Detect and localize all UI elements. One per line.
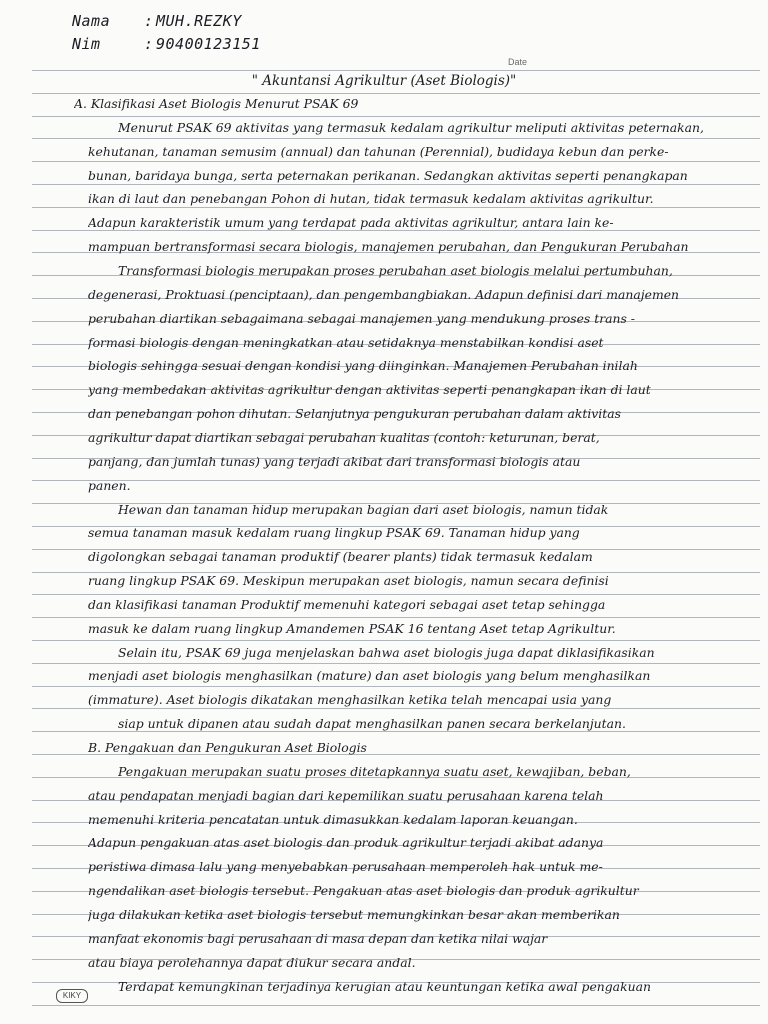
ruled-line — [32, 686, 760, 687]
text-line: degenerasi, Proktuasi (penciptaan), dan pengembangbiakan. Adapun definisi dari manajemen — [88, 286, 680, 302]
text-line: manfaat ekonomis bagi perusahaan di masa depan dan ketika nilai wajar — [88, 930, 548, 946]
text-line: semua tanaman masuk kedalam ruang lingkup PSAK 69. Tanaman hidup yang — [88, 525, 580, 541]
text-line: dan klasifikasi tanaman Produktif memenuhi kategori sebagai aset tetap sehingga — [88, 596, 606, 612]
text-line: memenuhi kriteria pencatatan untuk dimasukkan kedalam laporan keuangan. — [88, 811, 578, 827]
text-line: Menurut PSAK 69 aktivitas yang termasuk kedalam agrikultur meliputi aktivitas peternakan, — [118, 119, 704, 135]
ruled-line — [32, 663, 760, 664]
text-line: panjang, dan jumlah tunas) yang terjadi akibat dari transformasi biologis atau — [88, 453, 581, 469]
ruled-line — [32, 93, 760, 94]
text-line: ruang lingkup PSAK 69. Meskipun merupakan aset biologis, namun secara definisi — [88, 573, 609, 588]
ruled-line — [32, 138, 760, 139]
text-line: Pengakuan merupakan suatu proses ditetapkannya suatu aset, kewajiban, beban, — [118, 763, 631, 779]
text-line: juga dilakukan ketika aset biologis tersebut memungkinkan besar akan memberikan — [88, 906, 620, 922]
ruled-line — [32, 70, 760, 71]
name-value: MUH.REZKY — [156, 12, 242, 30]
text-line: mampuan bertransformasi secara biologis, manajemen perubahan, dan Pengukuran Perubahan — [88, 239, 689, 255]
nim-row — [0, 35, 768, 55]
text-line: dan penebangan pohon dihutan. Selanjutnya pengukuran perubahan dalam aktivitas — [88, 406, 621, 422]
text-line: Adapun karakteristik umum yang terdapat pada aktivitas agrikultur, antara lain ke- — [88, 215, 614, 231]
name-row — [0, 12, 768, 32]
text-line: yang membedakan aktivitas agrikultur dengan aktivitas seperti penangkapan ikan di laut — [88, 382, 651, 398]
text-line: agrikultur dapat diartikan sebagai perubahan kualitas (contoh: keturunan, berat, — [88, 429, 600, 445]
text-line: ikan di laut dan penebangan Pohon di hutan, tidak termasuk kedalam aktivitas agrikultur. — [88, 191, 654, 207]
ruled-line — [32, 708, 760, 709]
section-heading: A. Klasifikasi Aset Biologis Menurut PSAK 69 — [74, 96, 359, 111]
text-line: perubahan diartikan sebagaimana sebagai manajemen yang mendukung proses trans - — [88, 310, 635, 326]
ruled-line — [32, 640, 760, 641]
text-line: siap untuk dipanen atau sudah dapat menghasilkan panen secara berkelanjutan. — [118, 716, 626, 732]
ruled-line — [32, 184, 760, 185]
brand-badge: KIKY — [56, 989, 88, 1003]
ruled-line — [32, 594, 760, 595]
text-line: B. Pengakuan dan Pengukuran Aset Biologis — [88, 740, 367, 755]
text-line: biologis sehingga sesuai dengan kondisi yang diinginkan. Manajemen Perubahan inilah — [88, 358, 638, 374]
page-title: " Akuntansi Agrikultur (Aset Biologis)" — [251, 73, 517, 89]
text-line: ngendalikan aset biologis tersebut. Pengakuan atas aset biologis dan produk agrikultur — [88, 883, 639, 899]
text-line: bunan, baridaya bunga, serta peternakan perikanan. Sedangkan aktivitas seperti penangkapan — [88, 167, 688, 183]
text-line: atau biaya perolehannya dapat diukur secara andal. — [88, 954, 416, 970]
text-line: menjadi aset biologis menghasilkan (mature) dan aset biologis yang belum menghasilkan — [88, 668, 651, 684]
name-label: Nama — [72, 12, 111, 30]
text-line: formasi biologis dengan meningkatkan atau setidaknya menstabilkan kondisi aset — [88, 334, 604, 350]
text-line: Hewan dan tanaman hidup merupakan bagian dari aset biologis, namun tidak — [118, 501, 609, 517]
text-line: masuk ke dalam ruang lingkup Amandemen PSAK 16 tentang Aset tetap Agrikultur. — [88, 620, 616, 636]
text-line: (immature). Aset biologis dikatakan menghasilkan ketika telah mencapai usia yang — [88, 692, 612, 708]
ruled-line — [32, 1005, 760, 1006]
nim-label: Nim — [72, 35, 101, 53]
nim-value: 90400123151 — [156, 35, 261, 53]
ruled-line — [32, 617, 760, 618]
text-line: Transformasi biologis merupakan proses perubahan aset biologis melalui pertumbuhan, — [118, 263, 673, 278]
nim-separator: : — [144, 35, 154, 53]
ruled-line — [32, 116, 760, 117]
text-line: kehutanan, tanaman semusim (annual) dan tahunan (Perennial), budidaya kebun dan perke- — [88, 143, 669, 159]
text-line: Adapun pengakuan atas aset biologis dan produk agrikultur terjadi akibat adanya — [88, 835, 604, 851]
text-line: panen. — [88, 477, 131, 493]
text-line: Selain itu, PSAK 69 juga menjelaskan bahwa aset biologis juga dapat diklasifikasikan — [118, 644, 655, 660]
date-label: Date — [508, 57, 528, 67]
text-line: peristiwa dimasa lalu yang menyebabkan perusahaan memperoleh hak untuk me- — [88, 859, 603, 875]
name-separator: : — [144, 12, 154, 30]
ruled-line — [32, 161, 760, 162]
text-line: Terdapat kemungkinan terjadinya kerugian atau keuntungan ketika awal pengakuan — [118, 978, 651, 994]
text-line: digolongkan sebagai tanaman produktif (bearer plants) tidak termasuk kedalam — [88, 549, 593, 565]
text-line: atau pendapatan menjadi bagian dari kepemilikan suatu perusahaan karena telah — [88, 787, 604, 803]
